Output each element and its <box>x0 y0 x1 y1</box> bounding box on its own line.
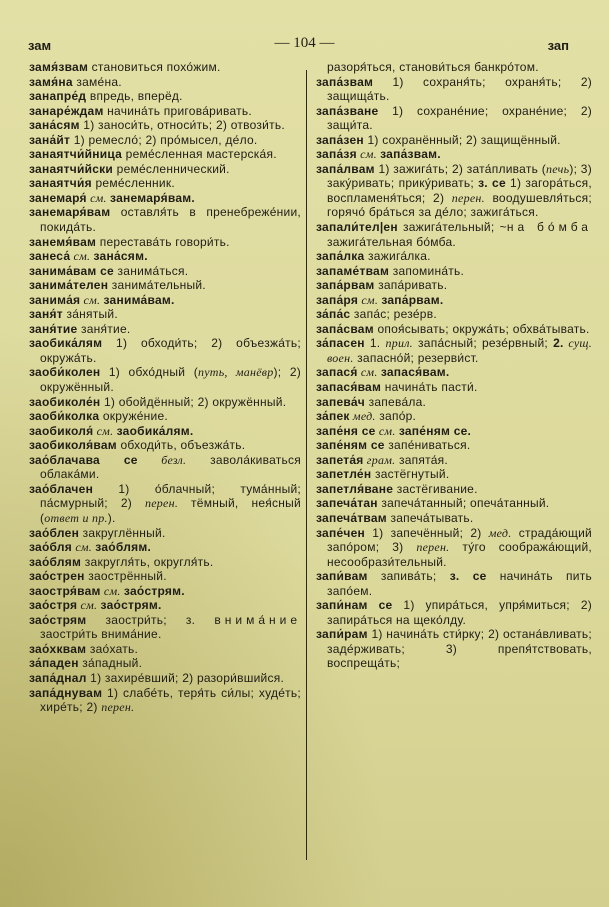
headword: запа́свам <box>316 321 374 336</box>
dictionary-entry <box>29 104 301 119</box>
translation: тёмный, нея́сный ( <box>40 496 301 525</box>
headword: заоби́колка <box>29 409 100 424</box>
grammar-label: мед. <box>349 409 376 424</box>
headword: занемаря́ <box>29 190 87 205</box>
translation: ); 2) окружённый. <box>40 365 301 395</box>
headword: занеса́ <box>29 249 71 264</box>
headword: зао́блям. <box>95 540 152 555</box>
dictionary-entry <box>316 147 592 162</box>
translation: зажига́тельный; ~ <box>397 220 507 235</box>
headword: запася́вам. <box>380 365 450 380</box>
translation: заме́на. <box>72 74 122 89</box>
running-head-right: зап <box>547 38 569 53</box>
dictionary-entry <box>316 307 592 322</box>
headword: за́паден <box>29 656 79 671</box>
translation: на бо́мба <box>506 220 592 235</box>
dictionary-entry <box>316 496 592 511</box>
headword: замя́звам <box>29 60 89 74</box>
translation: 1) обхо́дный ( <box>100 365 198 380</box>
grammar-label: см. <box>358 292 382 307</box>
dictionary-entry <box>29 307 301 322</box>
headword: занаре́ждам <box>29 103 104 118</box>
translation: 1) обойдённый; 2) окружённый. <box>100 394 287 409</box>
headword: замя́на <box>29 74 73 89</box>
dictionary-entry <box>29 540 301 555</box>
headword: занаятчи́я <box>29 176 92 191</box>
dictionary-entry <box>29 191 301 206</box>
dictionary-entry <box>29 438 301 453</box>
dictionary-entry <box>29 642 301 657</box>
dictionary-entry <box>29 584 301 599</box>
translation: зажига́лка. <box>364 249 431 264</box>
translation: закругля́ть, округля́ть. <box>81 554 214 569</box>
translation: запа́ривать. <box>374 278 448 293</box>
translation: начина́ть пить запо́ем. <box>327 569 592 598</box>
translation: опоя́сывать; окружа́ть; обхва́тывать. <box>373 321 590 336</box>
headword: зао́блачен <box>29 481 94 496</box>
left-column <box>29 60 301 715</box>
translation: заня́тие. <box>77 321 131 336</box>
translation: внима́ние <box>214 612 301 627</box>
headword: занаятчи́йски <box>29 161 114 176</box>
headword: запася́ <box>316 365 358 380</box>
headword: запася́вам <box>316 380 382 395</box>
translation: 1) слабе́ть, теря́ть си́лы; худе́ть; хире́ть; 2) <box>40 685 301 715</box>
headword: занима́я <box>29 292 81 307</box>
translation: 1) зажига́ть; 2) зата́пливать ( <box>374 161 546 176</box>
translation: 1) начина́ть сти́рку; 2) остана́вливать; заде́рживать; 3) препя́тствовать, воспреща́ть; <box>327 627 592 671</box>
grammar-label: см. <box>100 583 124 598</box>
translation: заостри́ть внима́ние. <box>40 627 162 642</box>
translation: зао́хать. <box>86 641 139 656</box>
grammar-label: ответ и пр. <box>44 510 108 525</box>
dictionary-entry <box>316 467 592 482</box>
translation: начина́ть пригова́ривать. <box>103 103 252 118</box>
dictionary-entry <box>316 336 592 365</box>
page-number: — 104 — <box>274 35 335 51</box>
grammar-label: сущ. воен. <box>327 336 592 365</box>
dictionary-entry <box>29 671 301 686</box>
headword: запе́ням се. <box>398 423 472 438</box>
headword: зана́сям. <box>93 249 148 264</box>
translation: запята́я. <box>395 452 449 467</box>
headword: занаятчи́йница <box>29 147 123 162</box>
grammar-label: см. <box>72 540 96 555</box>
translation: 1) загора́ться, воспламеня́ться; 2) <box>327 176 592 205</box>
dictionary-entry <box>29 162 301 177</box>
headword: запаме́твам <box>316 263 390 278</box>
translation: 1) сохране́ние; охране́ние; 2) защи́та. <box>327 103 592 133</box>
grammar-label: см. <box>70 249 94 264</box>
dictionary-entry <box>316 409 592 424</box>
translation: 1) ремесло́; 2) про́мысел, де́ло. <box>70 132 258 147</box>
dictionary-entry <box>29 235 301 250</box>
dictionary-entry <box>29 365 301 394</box>
headword: запали́тел|ен <box>316 220 398 235</box>
headword: занапре́д <box>29 89 87 104</box>
headword: за́пасен <box>316 336 365 351</box>
translation: окруже́ние. <box>99 409 169 424</box>
headword: заня́тие <box>29 321 78 336</box>
translation: воодушевля́ться; горячо́ бра́ться за де́ло; зажига́ться. <box>327 190 592 220</box>
dictionary-entry <box>29 526 301 541</box>
grammar-label: печь <box>545 161 570 176</box>
dictionary-entry <box>316 264 592 279</box>
translation: 1) запечённый; 2) <box>365 525 489 540</box>
dictionary-entry <box>316 365 592 380</box>
grammar-label: см. <box>93 423 117 438</box>
translation: запо́р. <box>375 409 417 424</box>
dictionary-entry <box>316 569 592 598</box>
dictionary-entry <box>29 147 301 162</box>
dictionary-entry <box>29 395 301 410</box>
dictionary-entry <box>316 133 592 148</box>
headword: запе́чен <box>316 525 366 540</box>
dictionary-entry <box>29 118 301 133</box>
grammar-label: перен. <box>144 496 179 511</box>
dictionary-entry <box>316 511 592 526</box>
translation: реме́сленник. <box>91 176 175 191</box>
headword: запи́вам <box>316 569 368 584</box>
translation: запа́с; резе́рв. <box>350 307 437 322</box>
headword: зао́блям <box>29 554 82 569</box>
headword: запа́зя <box>316 147 357 162</box>
translation: становиться похо́жим. <box>88 60 221 74</box>
translation: запе́ниваться. <box>384 438 471 453</box>
headword: запева́ч <box>316 394 366 409</box>
translation: страда́ющий запо́ром; 3) <box>327 525 592 555</box>
translation: зажига́тельная бо́мба. <box>327 234 456 249</box>
dictionary-entry <box>316 380 592 395</box>
headword: запа́рвам. <box>381 292 444 307</box>
grammar-label: грам. <box>363 452 396 467</box>
dictionary-entry <box>29 75 301 90</box>
translation: заостри́ть; з. <box>86 612 215 627</box>
headword: запетле́н <box>316 467 372 482</box>
headword: заобика́лям. <box>116 423 194 438</box>
headword: занима́вам се <box>29 263 114 278</box>
headword: з. се <box>449 569 487 584</box>
grammar-label: см. <box>356 147 381 162</box>
headword: запеча́тан <box>316 496 378 511</box>
right-column <box>316 60 592 671</box>
headword: запа́зване <box>316 103 379 118</box>
headword: зао́стрен <box>29 569 85 584</box>
dictionary-entry <box>29 453 301 482</box>
translation: застёгивание. <box>393 481 478 496</box>
headword: занемаря́вам. <box>110 190 195 205</box>
headword: запи́рам <box>316 627 368 642</box>
dictionary-entry <box>316 162 592 220</box>
dictionary-entry <box>29 686 301 715</box>
grammar-label: перен. <box>101 700 135 715</box>
translation: запева́ла. <box>365 394 427 409</box>
headword: запи́нам се <box>316 598 393 613</box>
translation: начина́ть пасти́. <box>381 380 478 395</box>
headword: заня́т <box>29 307 63 322</box>
headword: зао́блачава се <box>29 452 138 467</box>
translation: заострённый. <box>84 569 167 584</box>
dictionary-entry <box>29 89 301 104</box>
dictionary-entry <box>29 205 301 234</box>
headword: запа́зен <box>316 132 364 147</box>
headword: запа́лвам <box>316 161 375 176</box>
headword: 2. <box>553 336 564 351</box>
headword: запа́ря <box>316 292 359 307</box>
headword: запетля́ване <box>316 481 394 496</box>
continued-entry: разоря́ться, станови́ться банкро́том. <box>327 60 539 74</box>
dictionary-entry <box>29 613 301 642</box>
dictionary-entry <box>29 60 301 75</box>
translation: реме́сленная мастерска́я. <box>122 147 277 162</box>
grammar-label: мед. <box>488 525 512 540</box>
headword: запа́звам. <box>380 147 441 162</box>
translation: запеча́танный; опеча́танный. <box>377 496 550 511</box>
dictionary-entry <box>29 322 301 337</box>
translation: запомина́ть. <box>389 263 465 278</box>
translation: оставля́ть в пренебреже́нии, покида́ть. <box>40 205 301 235</box>
headword: зана́йт <box>29 132 71 147</box>
translation: занима́тельный. <box>108 278 206 293</box>
translation: запива́ть; <box>367 569 450 584</box>
dictionary-entry <box>316 395 592 410</box>
dictionary-entry <box>29 569 301 584</box>
grammar-label: перен. <box>416 540 450 555</box>
headword: запета́я <box>316 452 364 467</box>
headword: заобиколя́ <box>29 423 94 438</box>
headword: запа́днал <box>29 670 87 685</box>
dictionary-entry <box>316 322 592 337</box>
translation: за́нятый. <box>62 307 118 322</box>
grammar-label: безл. <box>137 452 187 467</box>
headword: зао́хквам <box>29 641 87 656</box>
headword: занима́вам. <box>103 292 175 307</box>
grammar-label: см. <box>86 190 111 205</box>
translation: 1) захире́вший; 2) разори́вшийся. <box>86 670 285 685</box>
headword: занемя́вам <box>29 234 97 249</box>
headword: зао́стря <box>29 598 78 613</box>
dictionary-entry <box>29 598 301 613</box>
headword: запа́лка <box>316 249 365 264</box>
running-head-left: зам <box>28 38 52 53</box>
headword: за́пек <box>316 409 350 424</box>
headword: за́па́с <box>316 307 351 322</box>
dictionary-entry <box>316 598 592 627</box>
dictionary-entry <box>29 424 301 439</box>
headword: запе́ням се <box>316 438 385 453</box>
dictionary-entry <box>316 453 592 468</box>
dictionary-entry <box>316 438 592 453</box>
dictionary-entry <box>29 278 301 293</box>
grammar-label: прил. <box>385 336 413 351</box>
translation: запа́сный; резе́рвный; <box>412 336 554 351</box>
dictionary-entry <box>29 133 301 148</box>
headword: запа́звам <box>316 74 374 89</box>
dictionary-entry <box>316 526 592 570</box>
headword: занемаря́вам <box>29 205 111 220</box>
headword: зана́сям <box>29 118 80 133</box>
dictionary-entry <box>316 220 592 249</box>
headword: зао́бля <box>29 540 73 555</box>
headword: заоби́колен <box>29 365 101 380</box>
translation: реме́сленнический. <box>113 161 230 176</box>
dictionary-entry <box>316 249 592 264</box>
translation: 1) обходи́ть; 2) объезжа́ть; окружа́ть. <box>40 336 301 365</box>
headword: зао́блен <box>29 525 80 540</box>
grammar-label: см. <box>375 423 399 438</box>
translation: 1) сохраня́ть; охраня́ть; 2) защища́ть. <box>327 74 592 104</box>
dictionary-entry <box>29 264 301 279</box>
dictionary-entry <box>316 75 592 104</box>
headword: запа́рвам <box>316 278 375 293</box>
translation: за́падный. <box>78 656 143 671</box>
dictionary-entry <box>29 482 301 526</box>
dictionary-entry <box>29 336 301 365</box>
dictionary-entry <box>316 278 592 293</box>
dictionary-entry <box>29 409 301 424</box>
dictionary-entry <box>29 176 301 191</box>
headword: заостря́вам <box>29 583 101 598</box>
grammar-label: см. <box>77 598 101 613</box>
headword: запе́ня се <box>316 423 376 438</box>
dictionary-entry <box>29 293 301 308</box>
headword: заобика́лям <box>29 336 103 351</box>
headword: заобиколя́вам <box>29 438 117 453</box>
headword: зао́стрям. <box>100 598 162 613</box>
translation: застёгнутый. <box>371 467 450 482</box>
translation: закруглённый. <box>79 525 166 540</box>
dictionary-entry <box>29 656 301 671</box>
headword: з. се <box>478 176 506 191</box>
translation: 1) сохранённый; 2) защищённый. <box>363 132 561 147</box>
headword: запа́днувам <box>29 685 103 700</box>
translation: ту́го сообража́ющий, несообрази́тельный. <box>327 540 592 569</box>
headword: заобиколе́н <box>29 394 101 409</box>
translation: перестава́ть говори́ть. <box>96 234 230 249</box>
grammar-label: перен. <box>451 190 485 205</box>
translation: 1) заноси́ть, относи́ть; 2) отвози́ть. <box>79 118 285 133</box>
grammar-label: см. <box>357 365 381 380</box>
headword: зао́стрям. <box>123 583 185 598</box>
dictionary-entry <box>29 555 301 570</box>
grammar-label: путь, манёвр <box>197 365 274 380</box>
grammar-label: см. <box>80 292 104 307</box>
headword: запеча́твам <box>316 510 387 525</box>
dictionary-entry <box>29 249 301 264</box>
headword: занима́телен <box>29 278 109 293</box>
dictionary-entry <box>316 424 592 439</box>
translation: запеча́тывать. <box>386 510 474 525</box>
dictionary-entry <box>316 104 592 133</box>
translation: впредь, вперёд. <box>86 89 183 104</box>
translation: обходи́ть, объезжа́ть. <box>116 438 246 453</box>
translation: ). <box>107 510 116 525</box>
translation: занима́ться. <box>113 263 189 278</box>
column-divider <box>306 70 307 860</box>
translation: завола́киваться облака́ми. <box>40 452 301 482</box>
translation: запасно́й; резерви́ст. <box>353 350 479 365</box>
translation: 1) упира́ться, упря́миться; 2) запира́ться на щеко́лду. <box>327 598 593 627</box>
translation: 1) о́блачный; тума́нный; па́смурный; 2) <box>40 481 301 511</box>
translation: ); 3) заку́ривать; прику́ривать; <box>327 161 592 191</box>
dictionary-entry <box>316 482 592 497</box>
translation: 1. <box>364 336 386 351</box>
dictionary-entry <box>316 627 592 671</box>
headword: зао́стрям <box>29 612 87 627</box>
dictionary-entry <box>316 293 592 308</box>
